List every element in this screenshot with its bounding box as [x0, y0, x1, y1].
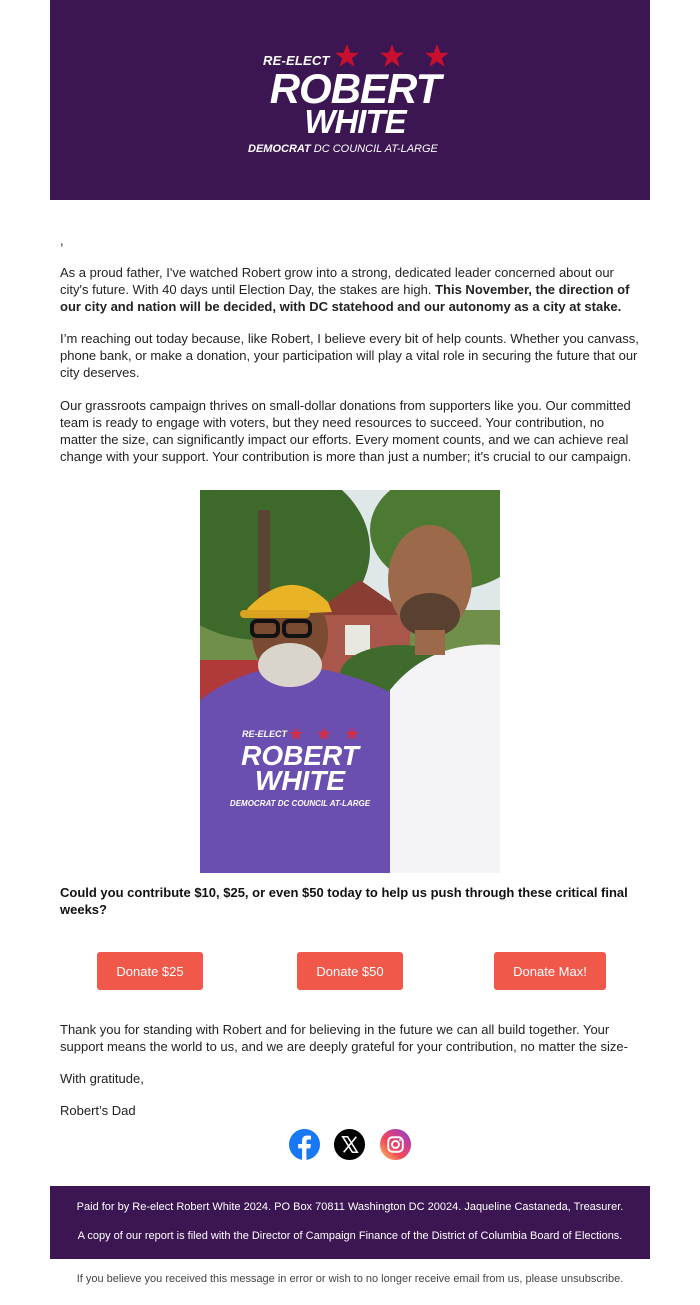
logo-subtitle: DEMOCRAT DC COUNCIL AT-LARGE — [248, 143, 438, 155]
header-banner — [50, 0, 650, 200]
donate-max-button[interactable]: Donate Max! — [494, 952, 606, 990]
thanks-paragraph: Thank you for standing with Robert and for believing in the future we can all build together. Your support means the world to us, and we are deeply grateful for your contribution, no matter the size- — [60, 1022, 628, 1054]
unsubscribe-notice[interactable]: If you believe you received this message in error or wish to no longer receive email from us, please unsubscribe. — [76, 1273, 624, 1285]
campaign-logo — [50, 0, 650, 200]
paid-for-by: Paid for by Re-elect Robert White 2024. PO Box 70811 Washington DC 20024. Jaqueline Castaneda, Treasurer. — [76, 1201, 624, 1213]
shirt-name-first: ROBERT — [241, 740, 359, 771]
logo-reelect: RE-ELECT — [263, 53, 330, 68]
footer-disclaimer — [50, 1186, 650, 1259]
closing: With gratitude, — [60, 1071, 144, 1086]
logo-name-first: ROBERT — [269, 65, 441, 112]
greeting: , — [60, 233, 64, 248]
shirt-reelect: RE-ELECT — [242, 729, 287, 739]
instagram-icon[interactable] — [379, 1128, 412, 1161]
logo-name-last: WHITE — [304, 103, 406, 140]
donation-ask: Could you contribute $10, $25, or even $50 today to help us push through these critical final weeks? — [60, 885, 628, 917]
donate-50-button[interactable]: Donate $50 — [297, 952, 403, 990]
donate-25-button[interactable]: Donate $25 — [97, 952, 203, 990]
report-filed-notice: A copy of our report is filed with the Director of Campaign Finance of the District of Columbia Board of Elections. — [77, 1230, 623, 1242]
facebook-icon[interactable] — [288, 1128, 321, 1161]
paragraph-1: As a proud father, I've watched Robert grow into a strong, dedicated leader concerned about our city's future. With 40 days until Election Day, the stakes are high. This November, the direction of our city and nation will be decided, with DC statehood and our autonomy as a city at stake. — [60, 265, 630, 314]
paragraph-3: Our grassroots campaign thrives on small-dollar donations from supporters like you. Our committed team is ready to engage with voters, but they need resources to succeed. Your contribution, no matter the size, can significantly impact our efforts. Every moment counts, and we can achieve real change with your support. Your contribution is more than just a number; it's crucial to our campaign. — [60, 398, 632, 464]
x-icon[interactable] — [333, 1128, 366, 1161]
campaign-photo — [200, 490, 500, 873]
signature: Robert’s Dad — [60, 1103, 136, 1118]
shirt-subtitle: DEMOCRAT DC COUNCIL AT-LARGE — [229, 799, 371, 808]
paragraph-2: I’m reaching out today because, like Robert, I believe every bit of help counts. Whether you canvass, phone bank, or make a donation, your participation will play a vital role in securing the future that our city deserves. — [60, 331, 639, 380]
shirt-name-last: WHITE — [254, 765, 346, 796]
